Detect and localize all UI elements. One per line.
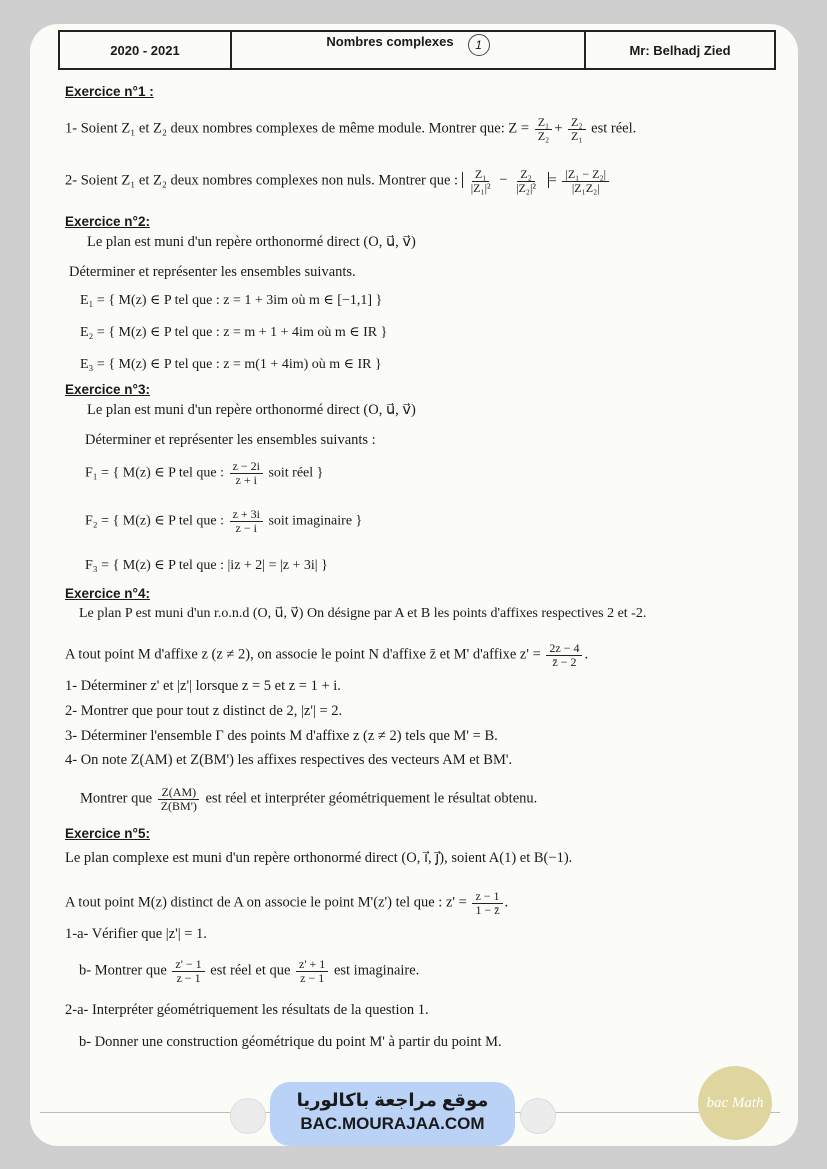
ex4-l2-text: A tout point M d'affixe z (z ≠ 2), on associe le point N d'affixe z̄ et M' d'affixe z' = (65, 646, 541, 663)
ex1-q2: 2- Soient Z₁ et Z₂ deux nombres complexes non nuls. Montrer que : $\frac{\text{Z₁}}{\text{|Z₁|²}}$ − $\frac{\text{Z₂}}{\text{|Z₂|²}}$ = $\frac{\text{|Z₁ − Z₂|}}{\text{|Z₁Z₂|}}$ (65, 168, 611, 194)
ex2-task: Déterminer et représenter les ensembles suivants. (69, 264, 356, 280)
ex1-q1: 1- Soient Z₁ et Z₂ deux nombres complexes de même module. Montrer que: Z = $\frac{\text{Z₁}}{\text{Z₂}}$ + $\frac{\text{Z₂}}{\text{Z₁}}$ est réel. (65, 115, 637, 143)
ex1-q2-rhs: $\frac{\text{|Z₁ − Z₂|}}{\text{|Z₁Z₂|}}$ (562, 168, 609, 194)
ex3-f2 (85, 508, 362, 534)
ex4-q2: 2- Montrer que pour tout z distinct de 2, |z'| = 2. (65, 703, 343, 719)
ex3-f2-fraction: $\frac{z + 3i}{z - i}$ (230, 508, 263, 534)
ex2-e2: E₂ = { M(z) ∈ P tel que : z = m + 1 + 4im où m ∈ IR } (80, 325, 388, 340)
ex5-l2-text: A tout point M(z) distinct de A on associe le point M'(z') tel que : z' = (65, 894, 467, 911)
ex1-q1-text: 1- Soient Z₁ et Z₂ deux nombres complexes de même module. Montrer que: Z = (65, 120, 530, 137)
sheet-title-text: Nombres complexes (326, 34, 454, 49)
site-name-arabic: موقع مراجعة باكالوريا (296, 1090, 489, 1110)
site-url[interactable]: BAC.MOURAJAA.COM (300, 1114, 485, 1133)
ex5-l1: Le plan complexe est muni d'un repère orthonormé direct (O, i⃗, j⃗), soient A(1) et B(−1). (65, 850, 573, 866)
ex3-f2-pre: F₂ = { M(z) ∈ P tel que : (85, 513, 224, 529)
ex5-q2b: b- Donner une construction géométrique du point M' à partir du point M. (79, 1034, 502, 1050)
ex4-q4: 4- On note Z(AM) et Z(BM') les affixes respectives des vecteurs AM et BM'. (65, 752, 513, 768)
ex1-fraction-b: $\frac{\text{Z₂}}{\text{Z₁}}$ (568, 116, 586, 142)
site-banner[interactable] (270, 1082, 515, 1146)
page-mark: 1 (468, 34, 490, 56)
ex4-ratio-fraction: $\frac{Z(AM)}{Z(BM')}$ (158, 786, 200, 812)
ex5-fraction-a: $\frac{z' - 1}{z - 1}$ (172, 958, 204, 984)
ex1-title: Exercice n°1 : (65, 84, 154, 99)
ex5-zprime-fraction: $\frac{z - 1}{1 - z̄}$ (472, 890, 502, 916)
ex5-q1a: 1-a- Vérifier que |z'| = 1. (65, 926, 207, 942)
ex1-q2-text: 2- Soient Z₁ et Z₂ deux nombres complexes non nuls. Montrer que : (65, 172, 459, 189)
ex5-l2: A tout point M(z) distinct de A on associe le point M'(z') tel que : z' = $\frac{z - 1}{1 - z̄}$ . (65, 889, 509, 917)
ex4-l2: A tout point M d'affixe z (z ≠ 2), on associe le point N d'affixe z̄ et M' d'affixe z' = $\frac{2z - 4}{z̄ - 2}$ . (65, 641, 589, 669)
ex4-q4b-pre: Montrer que (80, 790, 153, 807)
ex3-f1-post: soit réel } (268, 465, 324, 481)
ex3-title: Exercice n°3: (65, 382, 150, 397)
ex5-q1b-post: est imaginaire. (333, 962, 420, 979)
ex3-f2-post: soit imaginaire } (268, 513, 363, 529)
ex2-title: Exercice n°2: (65, 214, 150, 229)
ex4-zprime-fraction: $\frac{2z - 4}{z̄ - 2}$ (546, 642, 582, 668)
ex5-title: Exercice n°5: (65, 826, 150, 841)
ex5-q1b-mid: est réel et que (210, 962, 291, 979)
ex3-f3: F₃ = { M(z) ∈ P tel que : |iz + 2| = |z + 3i| } (85, 558, 328, 573)
ex4-title: Exercice n°4: (65, 586, 150, 601)
worksheet-page (30, 24, 798, 1146)
ex4-l1: Le plan P est muni d'un r.o.n.d (O, u⃗, v⃗) On désigne par A et B les points d'affixes respectives 2 et -2. (79, 606, 647, 621)
header-table (58, 30, 776, 70)
site-logo-left-icon (230, 1098, 266, 1134)
ex2-e3: E₃ = { M(z) ∈ P tel que : z = m(1 + 4im) où m ∈ IR } (80, 357, 382, 372)
ex1-q1-end: est réel. (591, 120, 637, 137)
ex3-intro: Le plan est muni d'un repère orthonormé direct (O, u⃗, v⃗) (87, 402, 416, 418)
ex5-q1b-pre: b- Montrer que (79, 962, 167, 979)
ex3-f1 (85, 460, 323, 486)
teacher-name: Mr: Belhadj Zied (629, 42, 731, 58)
ex5-q1b (79, 958, 419, 984)
ex3-f1-pre: F₁ = { M(z) ∈ P tel que : (85, 465, 224, 481)
site-logo-right-icon (520, 1098, 556, 1134)
ex5-fraction-b: $\frac{z' + 1}{z - 1}$ (296, 958, 328, 984)
ex1-fraction-a: $\frac{\text{Z₁}}{\text{Z₂}}$ (535, 116, 553, 142)
ex2-intro: Le plan est muni d'un repère orthonormé direct (O, u⃗, v⃗) (87, 234, 416, 250)
ex3-task: Déterminer et représenter les ensembles suivants : (85, 432, 376, 448)
bac-math-logo: bac Math (698, 1066, 772, 1140)
ex4-q4b (80, 786, 537, 812)
ex3-f1-fraction: $\frac{z - 2i}{z + i}$ (230, 460, 263, 486)
ex5-q2a: 2-a- Interpréter géométriquement les résultats de la question 1. (65, 1002, 429, 1018)
ex4-q3: 3- Déterminer l'ensemble Γ des points M d'affixe z (z ≠ 2) tels que M' = B. (65, 728, 498, 744)
sheet-title (232, 32, 586, 68)
school-year: 2020 - 2021 (60, 32, 232, 68)
ex4-q4b-post: est réel et interpréter géométriquement le résultat obtenu. (205, 790, 538, 807)
ex1-q2-formula: $\frac{\text{Z₁}}{\text{|Z₁|²}}$ − $\frac{\text{Z₂}}{\text{|Z₂|²}}$ (462, 172, 549, 188)
ex4-q1: 1- Déterminer z' et |z'| lorsque z = 5 et z = 1 + i. (65, 678, 341, 694)
ex2-e1: E₁ = { M(z) ∈ P tel que : z = 1 + 3im où m ∈ [−1,1] } (80, 293, 383, 308)
